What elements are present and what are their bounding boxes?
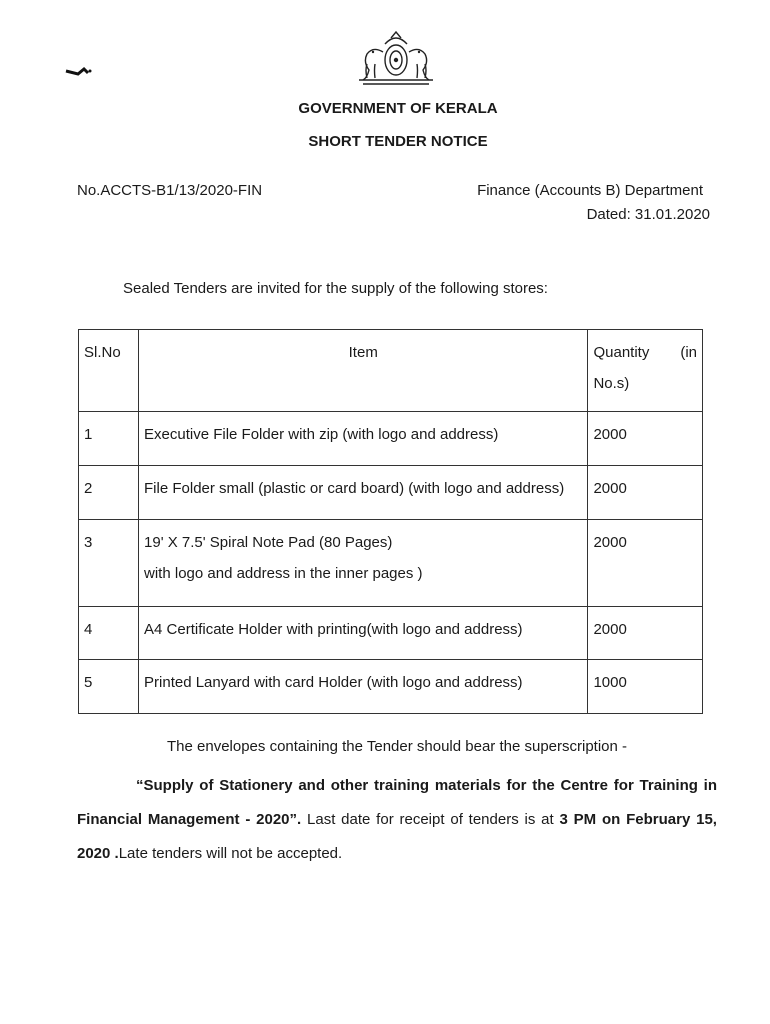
deadline-date: 3 PM on February 15, 2020 . bbox=[77, 811, 717, 862]
header-sl-no-label: Sl.No bbox=[84, 344, 121, 361]
ink-mark-icon bbox=[64, 63, 98, 79]
tender-instructions bbox=[77, 769, 717, 871]
superscription-text: “Supply of Stationery and other training materials for the Centre for Training in Financial Management - 2020”. bbox=[77, 777, 717, 828]
stores-table bbox=[78, 329, 703, 714]
row-qty: 1000 bbox=[588, 660, 703, 714]
header-quantity-line1 bbox=[593, 344, 697, 361]
row-qty: 2000 bbox=[588, 466, 703, 520]
department-name: Finance (Accounts B) Department bbox=[477, 182, 703, 199]
state-emblem-icon bbox=[353, 30, 439, 86]
header-sl-no bbox=[79, 330, 139, 412]
header-quantity bbox=[588, 330, 703, 412]
table-row bbox=[79, 466, 703, 520]
row-item: Printed Lanyard with card Holder (with logo and address) bbox=[139, 660, 588, 714]
header-quantity-label: Quantity bbox=[593, 344, 650, 361]
deadline-intro: Last date for receipt of tenders is at bbox=[301, 811, 560, 828]
row-sl: 4 bbox=[79, 607, 139, 660]
row-item bbox=[139, 520, 588, 607]
row-qty: 2000 bbox=[588, 520, 703, 607]
table-row bbox=[79, 520, 703, 607]
row-item-line1: 19' X 7.5' Spiral Note Pad (80 Pages) bbox=[144, 534, 393, 551]
reference-number: No.ACCTS-B1/13/2020-FIN bbox=[77, 182, 263, 199]
header-quantity-unit-open: (in bbox=[680, 344, 697, 361]
row-item: File Folder small (plastic or card board) (with logo and address) bbox=[139, 466, 588, 520]
notice-date: Dated: 31.01.2020 bbox=[586, 206, 710, 223]
row-sl: 3 bbox=[79, 520, 139, 607]
late-tender-note: Late tenders will not be accepted. bbox=[118, 845, 343, 862]
row-item: Executive File Folder with zip (with logo and address) bbox=[139, 412, 588, 466]
table-row bbox=[79, 607, 703, 660]
table-row bbox=[79, 660, 703, 714]
government-title: GOVERNMENT OF KERALA bbox=[298, 100, 498, 117]
row-item: A4 Certificate Holder with printing(with logo and address) bbox=[139, 607, 588, 660]
row-sl: 1 bbox=[79, 412, 139, 466]
intro-paragraph: Sealed Tenders are invited for the supply of the following stores: bbox=[123, 280, 548, 297]
row-qty: 2000 bbox=[588, 412, 703, 466]
table-row bbox=[79, 412, 703, 466]
table-header-row bbox=[79, 330, 703, 412]
row-item-line2: with logo and address in the inner pages ) bbox=[144, 565, 423, 582]
header-quantity-unit: No.s) bbox=[593, 375, 630, 392]
notice-title: SHORT TENDER NOTICE bbox=[308, 133, 488, 150]
header-item bbox=[139, 330, 588, 412]
row-sl: 5 bbox=[79, 660, 139, 714]
row-sl: 2 bbox=[79, 466, 139, 520]
header-item-label: Item bbox=[348, 344, 378, 361]
superscription-intro: The envelopes containing the Tender should bear the superscription - bbox=[167, 738, 628, 755]
row-qty: 2000 bbox=[588, 607, 703, 660]
